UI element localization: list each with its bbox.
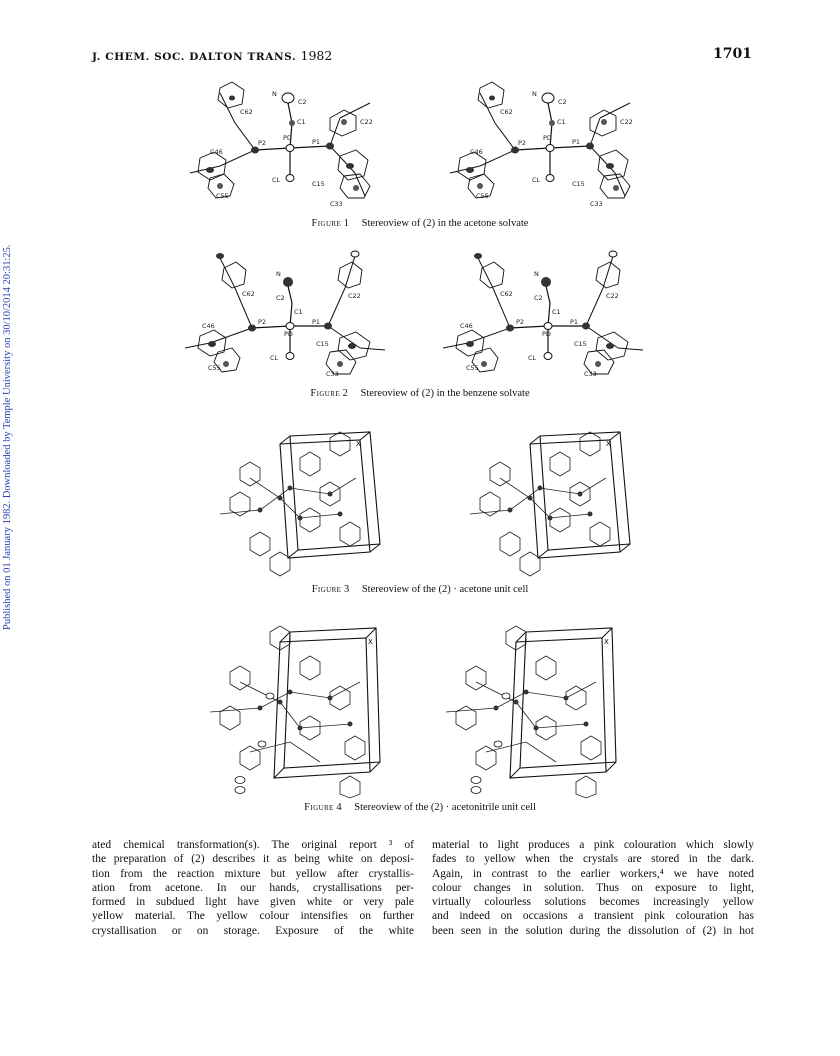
atom-label-c55: C55	[216, 192, 229, 200]
atom-label-c62: C62	[240, 108, 253, 116]
publication-stamp: Published on 01 January 1982. Downloaded by Temple University on 30/10/2014 20:31:25.	[2, 244, 13, 630]
atom-label-c62: C62	[500, 108, 513, 116]
journal-title	[92, 48, 332, 63]
text-line: formed in subdued light have given white or very pale	[92, 896, 414, 909]
figure-1-caption	[180, 218, 660, 229]
atom-label-n: N	[272, 90, 277, 98]
figure-3-caption	[180, 584, 660, 595]
atom-label-c46: C46	[210, 148, 223, 156]
atom-label-p1: P1	[312, 138, 321, 146]
figure-4-unit-cell-left	[210, 626, 380, 798]
atom-label-p1: P1	[312, 318, 321, 326]
cell-axis-x-label: X	[606, 440, 611, 448]
page-number: 1701	[713, 46, 752, 62]
atom-label-p2: P2	[258, 318, 267, 326]
atom-label-p1: P1	[570, 318, 579, 326]
figure-1-molecule-right	[450, 82, 633, 208]
left-column	[92, 838, 414, 938]
atom-label-c1: C1	[297, 118, 306, 126]
atom-label-c15: C15	[312, 180, 325, 188]
atom-label-c33: C33	[590, 200, 603, 208]
cell-axis-x-label: X	[604, 638, 609, 646]
figure-1-caption-text: Stereoview of (2) in the acetone solvate	[361, 218, 529, 229]
atom-label-c62: C62	[242, 290, 255, 298]
atom-label-c33: C33	[330, 200, 343, 208]
figure-3-unit-cell-left	[220, 432, 380, 576]
atom-label-p2: P2	[258, 139, 267, 147]
figure-1	[180, 78, 660, 229]
atom-label-pd: PD	[284, 330, 293, 338]
atom-label-c15: C15	[574, 340, 587, 348]
atom-label-p2: P2	[516, 318, 525, 326]
atom-label-c15: C15	[316, 340, 329, 348]
figure-3-caption-text: Stereoview of the (2) · acetone unit cell	[361, 584, 529, 595]
figure-2-stereo-image	[180, 248, 660, 386]
atom-label-cl: CL	[272, 176, 281, 184]
text-line: ated chemical transformation(s). The original report ³ of	[92, 839, 414, 851]
figure-4-caption-text: Stereoview of the (2) · acetonitrile unit cell	[354, 802, 536, 813]
right-column	[432, 838, 754, 938]
cell-axis-x-label: X	[368, 638, 373, 646]
figure-2-caption	[180, 388, 660, 399]
figure-4	[180, 612, 660, 813]
atom-label-pd: PD	[283, 134, 292, 142]
atom-label-c33: C33	[326, 370, 339, 378]
figure-4-caption	[180, 802, 660, 813]
figure-3-number: 3	[343, 584, 350, 595]
text-line: been seen in the solution during the dissolution of (2) in hot	[432, 924, 754, 937]
figure-2-caption-text: Stereoview of (2) in the benzene solvate	[360, 388, 530, 399]
atom-label-c22: C22	[360, 118, 373, 126]
cell-axis-x-label: X	[356, 440, 361, 448]
figure-3-label: Figure	[311, 584, 342, 595]
figure-2-number: 2	[342, 388, 348, 399]
figure-2-molecule-left	[185, 251, 385, 378]
atom-label-c1: C1	[557, 118, 566, 126]
atom-label-c46: C46	[202, 322, 215, 330]
atom-label-pd: PD	[543, 134, 552, 142]
atom-label-c2: C2	[558, 98, 567, 106]
atom-label-c15: C15	[572, 180, 585, 188]
atom-label-p1: P1	[572, 138, 581, 146]
atom-label-c55: C55	[208, 364, 221, 372]
text-line: Again, in contrast to the earlier workers,⁴ we have noted	[432, 867, 754, 880]
text-line: crystallisation or on storage. Exposure of the white	[92, 924, 414, 937]
figure-4-unit-cell-right	[446, 626, 616, 798]
figure-1-number: 1	[343, 218, 350, 229]
atom-label-c22: C22	[606, 292, 619, 300]
atom-label-n: N	[532, 90, 537, 98]
text-line: ation from acetone. In our hands, crystallisations per-	[92, 881, 414, 894]
figure-4-number: 4	[336, 802, 342, 813]
figure-3	[180, 418, 660, 595]
journal-year: 1982	[300, 48, 333, 63]
journal-name: J. CHEM. SOC. DALTON TRANS.	[92, 51, 297, 63]
atom-label-c46: C46	[470, 148, 483, 156]
atom-label-n: N	[534, 270, 539, 278]
atom-label-c22: C22	[348, 292, 361, 300]
atom-label-cl: CL	[270, 354, 279, 362]
atom-label-cl: CL	[528, 354, 537, 362]
atom-label-pd: PD	[542, 330, 551, 338]
atom-label-n: N	[276, 270, 281, 278]
figure-4-label: Figure	[304, 802, 334, 813]
figure-3-stereo-image	[180, 418, 660, 582]
text-line: virtually colourless solutions becomes increasingly yellow	[432, 896, 754, 909]
page-header	[92, 46, 752, 68]
text-line: tion from the reaction mixture but yellow after crystallis-	[92, 867, 414, 880]
figure-1-stereo-image	[180, 78, 660, 216]
text-line: the preparation of (2) describes it as being white on deposi-	[92, 853, 414, 866]
text-line: fades to yellow when the crystals are stored in the dark.	[432, 853, 754, 866]
text-line: colour changes in solution. Thus on exposure to light,	[432, 881, 754, 894]
figure-2-molecule-right	[443, 251, 643, 378]
atom-label-c22: C22	[620, 118, 633, 126]
atom-label-c2: C2	[534, 294, 543, 302]
atom-label-c62: C62	[500, 290, 513, 298]
figure-4-stereo-image	[180, 612, 660, 800]
text-line: material to light produces a pink colouration which slowly	[432, 839, 754, 851]
text-line: and indeed on occasions a transient pink colouration has	[432, 910, 754, 923]
atom-label-c1: C1	[294, 308, 303, 316]
figure-3-unit-cell-right	[470, 432, 630, 576]
figure-1-label: Figure	[311, 218, 342, 229]
text-line: yellow material. The yellow colour intensifies on further	[92, 910, 414, 923]
atom-label-cl: CL	[532, 176, 541, 184]
atom-label-c2: C2	[276, 294, 285, 302]
figure-1-molecule-left	[190, 82, 373, 208]
atom-label-c2: C2	[298, 98, 307, 106]
atom-label-c46: C46	[460, 322, 473, 330]
atom-label-c33: C33	[584, 370, 597, 378]
figure-2-label: Figure	[310, 388, 341, 399]
atom-label-p2: P2	[518, 139, 527, 147]
figure-2	[180, 248, 660, 399]
atom-label-c1: C1	[552, 308, 561, 316]
atom-label-c55: C55	[476, 192, 489, 200]
atom-label-c55: C55	[466, 364, 479, 372]
